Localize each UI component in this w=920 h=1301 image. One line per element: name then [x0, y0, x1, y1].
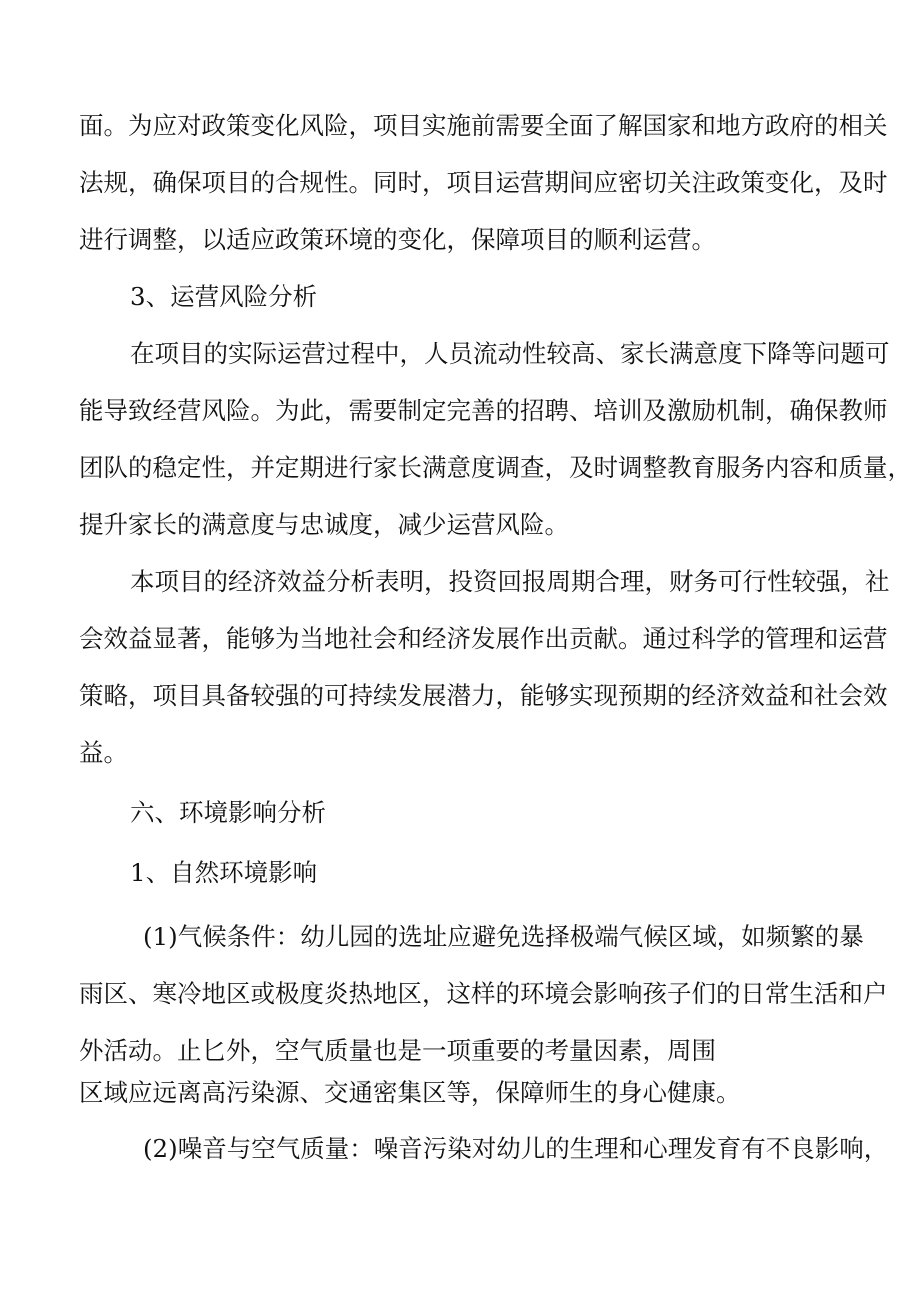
- paragraph-line: 雨区、寒冷地区或极度炎热地区，这样的环境会影响孩子们的日常生活和户: [79, 979, 888, 1008]
- section-heading: 1、自然环境影响: [130, 858, 318, 887]
- paragraph-line: 进行调整，以适应政策环境的变化，保障项目的顺利运营。: [79, 225, 716, 254]
- paragraph-line: 在项目的实际运营过程中，人员流动性较高、家长满意度下降等问题可: [130, 339, 890, 368]
- paragraph-line: (1)气候条件：幼儿园的选址应避免选择极端气候区域，如频繁的暴: [143, 922, 864, 951]
- paragraph-line: 面。为应对政策变化风险，项目实施前需要全面了解国家和地方政府的相关: [79, 111, 888, 140]
- paragraph-line: 会效益显著，能够为当地社会和经济发展作出贡献。通过科学的管理和运营: [79, 624, 888, 653]
- paragraph-line: 外活动。止匕外，空气质量也是一项重要的考量因素，周围: [79, 1036, 716, 1065]
- paragraph-line: 区域应远离高污染源、交通密集区等，保障师生的身心健康。: [79, 1078, 741, 1107]
- section-heading: 3、运营风险分析: [130, 282, 318, 311]
- paragraph-line: 策略，项目具备较强的可持续发展潜力，能够实现预期的经济效益和社会效: [79, 681, 888, 710]
- paragraph-line: (2)噪音与空气质量：噪音污染对幼儿的生理和心理发育有不良影响，: [143, 1134, 889, 1163]
- paragraph-line: 本项目的经济效益分析表明，投资回报周期合理，财务可行性较强，社: [130, 567, 890, 596]
- paragraph-line: 提升家长的满意度与忠诚度，减少运营风险。: [79, 510, 569, 539]
- paragraph-line: 能导致经营风险。为此，需要制定完善的招聘、培训及激励机制，确保教师: [79, 396, 888, 425]
- chapter-heading: 六、环境影响分析: [130, 798, 326, 827]
- paragraph-line: 法规，确保项目的合规性。同时，项目运营期间应密切关注政策变化，及时: [79, 168, 888, 197]
- paragraph-line: 团队的稳定性，并定期进行家长满意度调查，及时调整教育服务内容和质量，: [79, 453, 912, 482]
- paragraph-line: 益。: [79, 738, 128, 767]
